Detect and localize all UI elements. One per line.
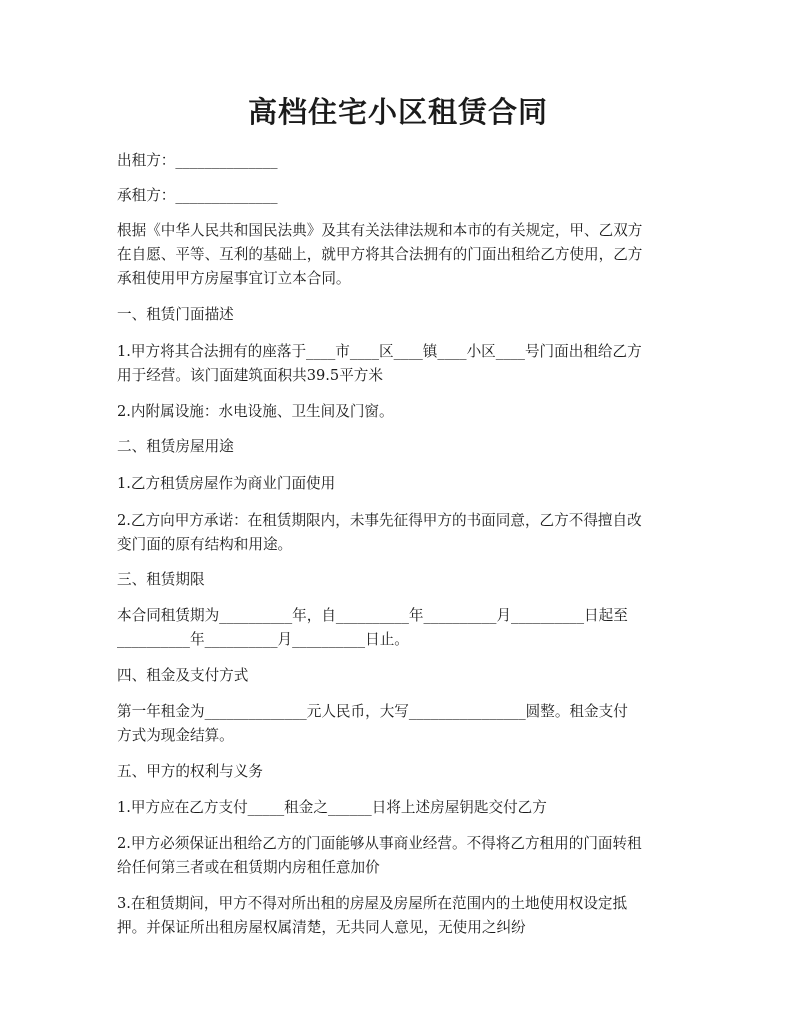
rent-line-1: 第一年租金为______________元人民币，大写________________圆整。租金支付 <box>117 703 628 720</box>
preamble-line-1: 根据《中华人民共和国民法典》及其有关法律法规和本市的有关规定，甲、乙双方 <box>117 222 643 239</box>
clause-5-1: 1.甲方应在乙方支付_____租金之______日将上述房屋钥匙交付乙方 <box>117 799 547 816</box>
clause-5-3-line-2: 押。并保证所出租房屋权属清楚，无共同人意见，无使用之纠纷 <box>117 919 526 936</box>
term-line-2: __________年__________月__________日止。 <box>117 631 409 648</box>
rent-line-2: 方式为现金结算。 <box>117 727 234 744</box>
section-heading-2: 二、租赁房屋用途 <box>117 438 234 455</box>
term-line-1: 本合同租赁期为__________年，自__________年__________月__________日起至 <box>117 607 628 624</box>
clause-2-2-line-2: 变门面的原有结构和用途。 <box>117 536 293 553</box>
clause-5-2-line-1: 2.甲方必须保证出租给乙方的门面能够从事商业经营。不得将乙方租用的门面转租 <box>117 835 642 852</box>
clause-2-1: 1.乙方租赁房屋作为商业门面使用 <box>117 475 336 492</box>
preamble-line-3: 承租使用甲方房屋事宜订立本合同。 <box>117 270 351 287</box>
section-heading-4: 四、租金及支付方式 <box>117 667 249 684</box>
clause-5-2-line-2: 给任何第三者或在租赁期内房租任意加价 <box>117 859 380 876</box>
clause-1-2: 2.内附属设施：水电设施、卫生间及门窗。 <box>117 403 394 420</box>
lessee-field: 承租方：______________ <box>117 187 278 204</box>
section-heading-3: 三、租赁期限 <box>117 571 205 588</box>
lessor-field: 出租方：______________ <box>117 152 278 169</box>
preamble-line-2: 在自愿、平等、互利的基础上，就甲方将其合法拥有的门面出租给乙方使用，乙方 <box>117 246 643 263</box>
document-title: 高档住宅小区租赁合同 <box>247 95 548 129</box>
clause-5-3-line-1: 3.在租赁期间，甲方不得对所出租的房屋及房屋所在范围内的土地使用权设定抵 <box>117 895 628 912</box>
clause-1-1-line-1: 1.甲方将其合法拥有的座落于____市____区____镇____小区____号门面出租给乙方 <box>117 343 642 360</box>
section-heading-5: 五、甲方的权利与义务 <box>117 763 263 780</box>
section-heading-1: 一、租赁门面描述 <box>117 306 234 323</box>
clause-2-2-line-1: 2.乙方向甲方承诺：在租赁期限内，未事先征得甲方的书面同意，乙方不得擅自改 <box>117 512 642 529</box>
clause-1-1-line-2: 用于经营。该门面建筑面积共39.5平方米 <box>117 367 383 384</box>
